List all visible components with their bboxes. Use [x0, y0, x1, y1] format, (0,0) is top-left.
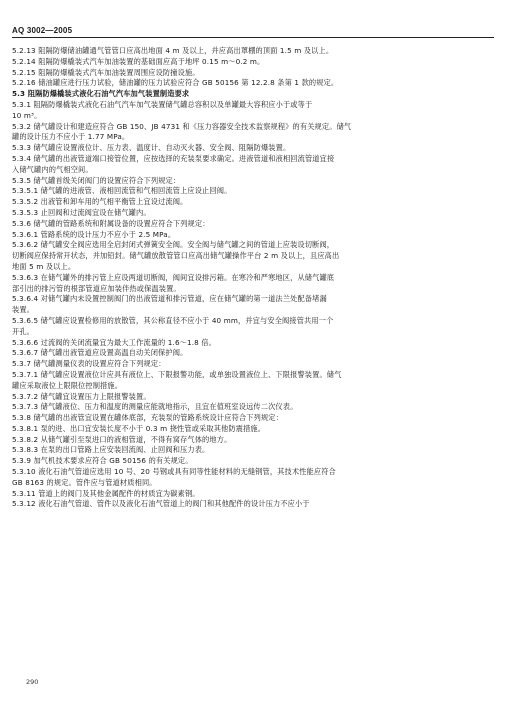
text-line: 5.2.13 阻隔防爆储油罐通气管管口应高出地面 4 m 及以上，并应高出罩棚的顶面 1.5 m 及以上。: [12, 46, 334, 55]
text-line: 5.3.8.1 泵的进、出口宜安装长度不小于 0.3 m 挠性管或采取其他防震措施。: [12, 423, 266, 433]
text-line: 入储气罐内的气相空间。: [12, 164, 93, 174]
text-line: 5.3.1 阻隔防爆橇装式液化石油气汽车加气装置储气罐总容积以及单罐最大容积应小于或等于: [12, 99, 313, 109]
text-line: 5.2.14 阻隔防爆橇装式汽车加油装置的基础面应高于地坪 0.15 m～0.2 m。: [12, 56, 265, 66]
text-line: 5.3.11 管道上的阀门及其他金属配件的材质宜为碳素钢。: [12, 488, 200, 498]
text-line: 5.3.5 储气罐首级关闭阀门的设置应符合下列规定：: [12, 175, 181, 185]
text-line: 5.3.5.1 储气罐的进液管、液相回流管和气相回流管上应设止回阀。: [12, 186, 232, 196]
page-number: 290: [26, 678, 39, 686]
text-line: 5.3.9 加气机技术要求应符合 GB 50156 的有关规定。: [12, 456, 193, 466]
text-line: 地面 5 m 及以上。: [12, 261, 76, 271]
text-line: 装置。: [12, 305, 35, 315]
text-line: 5.3.7.3 储气罐液位、压力和温度的测量应能就地指示，且宜在值班室设远传二次仪表。: [12, 402, 298, 412]
document-body: [12, 46, 492, 510]
text-line: 罐的设计压力不应小于 1.77 MPa。: [12, 132, 130, 142]
text-line: 5.3.8.3 在泵的出口管路上应安装回流阀、止回阀和压力表。: [12, 445, 210, 455]
text-line: 5.3.5.3 止回阀和过流阀宜设在储气罐内。: [12, 207, 151, 217]
document-code: AQ 3002—2005: [12, 26, 73, 35]
text-line: 5.2.16 储油罐应进行压力试验，储油罐的压力试验应符合 GB 50156 第 12.2.8 条第 1 款的规定。: [12, 78, 339, 88]
text-line: 5.2.15 阻隔防爆橇装式汽车加油装置周围应设防撞设施。: [12, 67, 200, 77]
section-heading: 5.3 阻隔防爆橇装式液化石油气汽车加气装置制造要求: [12, 89, 190, 99]
text-line: 5.3.6.1 管路系统的设计压力不应小于 2.5 MPa。: [12, 229, 176, 239]
text-line: 5.3.8 储气罐的出液管宜设置在罐体底部，充装泵的管路系统设计应符合下列规定：: [12, 413, 283, 423]
text-line: 5.3.6.3 在储气罐外的排污管上应设两道切断阀，阀间宜设排污箱。在寒冷和严寒地区，从储气罐底: [12, 272, 335, 282]
text-line: 5.3.2 储气罐设计和建造应符合 GB 150、JB 4731 和《压力容器安全技术监察规程》的有关规定。储气: [12, 121, 352, 131]
text-line: 5.3.6.7 储气罐出液管道应设置高温自动关闭保护阀。: [12, 348, 188, 358]
text-line: 5.3.6.5 储气罐应设置检修用的放散管，其公称直径不应小于 40 mm，并宜与安全阀接管共用一个: [12, 315, 334, 325]
text-line: 5.3.7.1 储气罐应设置液位计应具有液位上、下限报警功能，或单独设置液位上、下限报警装置。储气: [12, 369, 342, 379]
text-line: 5.3.4 储气罐的出液管道端口接管位置，应按选择的充装泵要求确定。进液管道和液相回流管道宜接: [12, 153, 335, 163]
text-line: 罐应采取液位上限限位控制措施。: [12, 380, 123, 390]
text-line: 切断阀应保持常开状态，并加铅封。储气罐放散管管口应高出储气罐操作平台 2 m 及以上，且应高出: [12, 251, 340, 261]
text-line: 10 m³。: [12, 110, 42, 120]
text-line: 5.3.7.2 储气罐宜设置压力上限报警装置。: [12, 391, 151, 401]
text-line: 部引出的排污管的根部管道应加装伴热或保温装置。: [12, 283, 181, 293]
text-line: 开孔。: [12, 326, 35, 336]
text-line: 5.3.8.2 从储气罐引至泵进口的液相管道，不得有窝存气体的地方。: [12, 434, 232, 444]
text-line: 5.3.6.6 过流阀的关闭流量宜为最大工作流量的 1.6～1.8 倍。: [12, 337, 217, 347]
text-line: 5.3.12 液化石油气管道、管件以及液化石油气管道上的阀门和其他配件的设计压力不应小于: [12, 499, 310, 509]
header-rule: [12, 37, 494, 38]
text-line: 5.3.6 储气罐的管路系统和附属设备的设置应符合下列规定：: [12, 218, 210, 228]
text-line: 5.3.5.2 出液管和卸车用的气相平衡管上宜设过流阀。: [12, 197, 188, 207]
text-line: 5.3.6.2 储气罐安全阀应选用全启封闭式弹簧安全阀。安全阀与储气罐之间的管道上应装设切断阀，: [12, 240, 335, 250]
text-line: 5.3.3 储气罐应设置液位计、压力表、温度计、自动灭火器、安全阀、阻隔防爆装置。: [12, 143, 291, 153]
text-line: 5.3.6.4 对储气罐内未设置控制阀门的出液管道和排污管道，应在储气罐的第一道法兰处配备堵漏: [12, 294, 327, 304]
text-line: 5.3.10 液化石油气管道应选用 10 号、20 号钢或具有同等性能材料的无缝钢管，其技术性能应符合: [12, 467, 336, 477]
text-line: 5.3.7 储气罐测量仪表的设置应符合下列规定：: [12, 359, 166, 369]
text-line: GB 8163 的规定。管件应与管道材质相同。: [12, 477, 157, 487]
